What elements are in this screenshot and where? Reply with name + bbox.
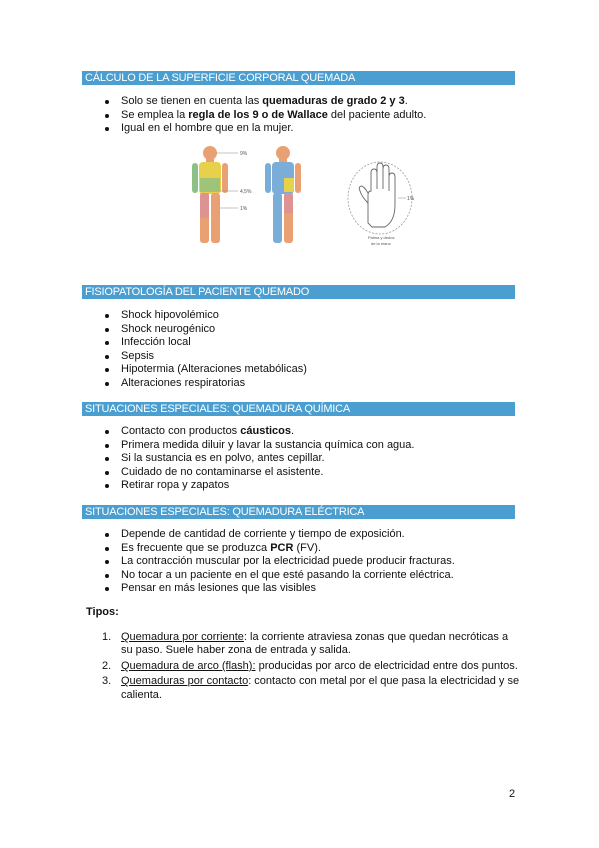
fisio-list bbox=[100, 309, 307, 391]
list-item: La contracción muscular por la electricidad puede producir fracturas. bbox=[100, 555, 455, 569]
tipos-heading: Tipos: bbox=[86, 606, 119, 618]
list-item: Pensar en más lesiones que las visibles bbox=[100, 582, 455, 596]
label-hand-1: 1% bbox=[407, 196, 415, 202]
page-number: 2 bbox=[509, 788, 516, 800]
label-1: 1% bbox=[240, 206, 248, 212]
list-item: Cuidado de no contaminarse el asistente. bbox=[100, 466, 414, 480]
list-item: Sepsis bbox=[100, 350, 307, 364]
front-body-figure bbox=[192, 146, 228, 243]
tipos-list bbox=[100, 631, 520, 704]
list-item: Contacto con productos cáusticos. bbox=[100, 425, 414, 439]
rule-of-nines-figure bbox=[180, 143, 420, 255]
electrica-list bbox=[100, 528, 455, 596]
body-diagram-svg bbox=[180, 143, 420, 255]
list-item: Es frecuente que se produzca PCR (FV). bbox=[100, 542, 455, 556]
label-9: 9% bbox=[240, 151, 248, 157]
list-item: Depende de cantidad de corriente y tiempo de exposición. bbox=[100, 528, 455, 542]
list-item: Primera medida diluir y lavar la sustancia química con agua. bbox=[100, 439, 414, 453]
list-item: No tocar a un paciente en el que esté pasando la corriente eléctrica. bbox=[100, 569, 455, 583]
section-header-calculo: CÁLCULO DE LA SUPERFICIE CORPORAL QUEMADA bbox=[82, 71, 515, 85]
list-item: Shock hipovolémico bbox=[100, 309, 307, 323]
section-header-electrica: SITUACIONES ESPECIALES: QUEMADURA ELÉCTRICA bbox=[82, 505, 515, 519]
section-header-fisiopatologia: FISIOPATOLOGÍA DEL PACIENTE QUEMADO bbox=[82, 285, 515, 299]
list-item: Se emplea la regla de los 9 o de Wallace del paciente adulto. bbox=[100, 109, 426, 123]
list-item: Shock neurogénico bbox=[100, 323, 307, 337]
hand-figure bbox=[348, 162, 415, 246]
list-item: Infección local bbox=[100, 336, 307, 350]
calc-list bbox=[100, 95, 426, 136]
list-item: Si la sustancia es en polvo, antes cepillar. bbox=[100, 452, 414, 466]
list-item: Solo se tienen en cuenta las quemaduras de grado 2 y 3. bbox=[100, 95, 426, 109]
list-item: Retirar ropa y zapatos bbox=[100, 479, 414, 493]
back-body-figure bbox=[265, 146, 301, 243]
list-item: Hipotermia (Alteraciones metabólicas) bbox=[100, 363, 307, 377]
list-item: 2. Quemadura de arco (flash): producidas por arco de electricidad entre dos puntos. bbox=[102, 659, 518, 672]
list-item: Alteraciones respiratorias bbox=[100, 377, 307, 391]
list-item: 1. Quemadura por corriente: la corriente atraviesa zonas que quedan necróticas a su paso. Suele haber zona de entrada y salida. bbox=[102, 631, 509, 657]
quimica-list bbox=[100, 425, 414, 493]
label-4-5: 4,5% bbox=[240, 189, 252, 195]
hand-caption-2: de la mano bbox=[371, 241, 391, 246]
section-header-quimica: SITUACIONES ESPECIALES: QUEMADURA QUÍMICA bbox=[82, 402, 515, 416]
list-item: Igual en el hombre que en la mujer. bbox=[100, 122, 426, 136]
list-item: 3. Quemaduras por contacto: contacto con metal por el que pasa la electricidad y se calienta. bbox=[102, 675, 520, 701]
hand-caption-1: Palma y dedos bbox=[368, 235, 395, 240]
